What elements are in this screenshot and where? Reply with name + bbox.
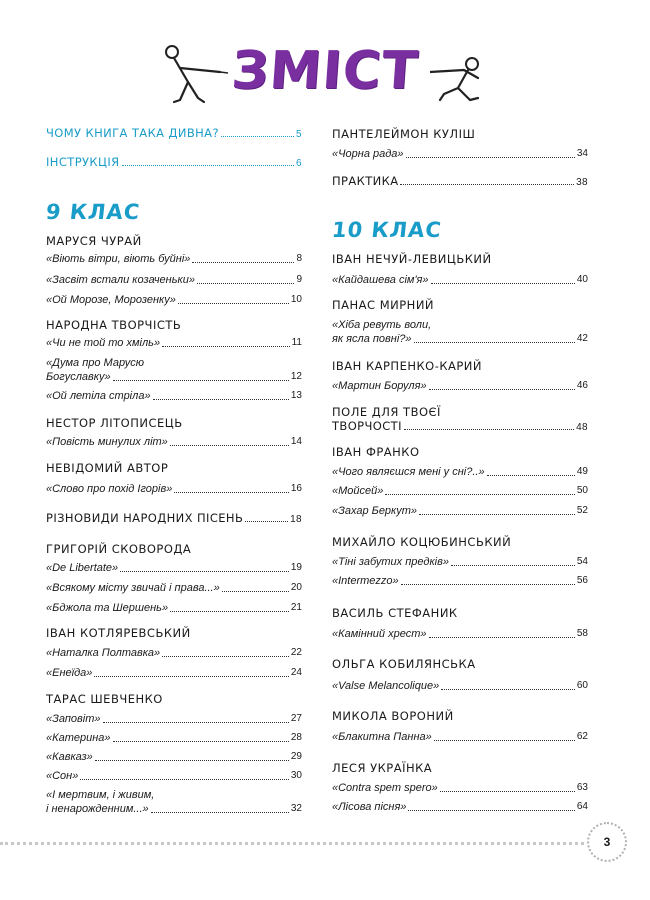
section-heading-grade-10: 10 КЛАС: [330, 218, 444, 242]
toc-entry[interactable]: «Мойсей» 50: [332, 485, 588, 497]
toc-author: НЕВІДОМИЙ АВТОР: [46, 461, 169, 475]
toc-author: ІВАН КАРПЕНКО-КАРИЙ: [332, 359, 483, 373]
toc-entry-title: ІНСТРУКЦІЯ: [46, 155, 120, 169]
toc-entry[interactable]: «Дума про Марусю Богуславку» 12: [46, 357, 302, 383]
toc-entry[interactable]: «Повість минулих літ» 14: [46, 436, 302, 448]
toc-author: ІВАН ФРАНКО: [332, 445, 420, 459]
page-number: 3: [587, 822, 627, 862]
toc-entry[interactable]: «Кайдашева сім'я» 40: [332, 274, 588, 286]
toc-entry[interactable]: «Слово про похід Ігорів» 16: [46, 483, 302, 495]
toc-author: ГРИГОРІЙ СКОВОРОДА: [46, 542, 192, 556]
toc-author: НАРОДНА ТВОРЧІСТЬ: [46, 318, 182, 332]
header: [0, 0, 650, 120]
toc-entry-instruction[interactable]: [46, 155, 302, 169]
toc-author: ТАРАС ШЕВЧЕНКО: [46, 692, 163, 706]
toc-entry[interactable]: «Сон» 30: [46, 770, 302, 782]
toc-entry[interactable]: «Заповіт» 27: [46, 713, 302, 725]
toc-entry[interactable]: «Катерина» 28: [46, 732, 302, 744]
toc-author: ЛЕСЯ УКРАЇНКА: [332, 761, 433, 775]
toc-entry[interactable]: «І мертвим, і живим, і ненарожденним...» 32: [46, 789, 302, 815]
toc-entry[interactable]: «Ой летіла стріла» 13: [46, 390, 302, 402]
toc-entry[interactable]: «Віють вітри, віють буйні» 8: [46, 253, 302, 265]
toc-entry[interactable]: «Камінний хрест» 58: [332, 628, 588, 640]
page-title: ЗМІСТ: [229, 41, 421, 101]
toc-author: МИКОЛА ВОРОНИЙ: [332, 709, 454, 723]
footer-dotted-divider: [0, 842, 584, 845]
toc-author: ІВАН КОТЛЯРЕВСЬКИЙ: [46, 626, 191, 640]
toc-entry-creative-field[interactable]: ПОЛЕ ДЛЯ ТВОЄЇ ТВОРЧОСТІ 48: [332, 405, 588, 433]
toc-entry[interactable]: «Блакитна Панна» 62: [332, 731, 588, 743]
toc-entry[interactable]: «Засвіт встали козаченьки» 9: [46, 274, 302, 286]
toc-author: МИХАЙЛО КОЦЮБИНСЬКИЙ: [332, 535, 512, 549]
toc-page-number: 5: [296, 129, 302, 140]
toc-entry[interactable]: «Contra spem spero» 63: [332, 782, 588, 794]
toc-entry[interactable]: «Хіба ревуть воли, як ясла повні?» 42: [332, 319, 588, 345]
toc-entry[interactable]: «Наталка Полтавка» 22: [46, 647, 302, 659]
toc-entry[interactable]: «Чи не той то хміль» 11: [46, 337, 302, 349]
toc-entry[interactable]: «Чого являєшся мені у сні?..» 49: [332, 466, 588, 478]
toc-entry[interactable]: «Захар Беркут» 52: [332, 505, 588, 517]
toc-page-number: 6: [296, 158, 302, 169]
toc-entry[interactable]: «Енеїда» 24: [46, 667, 302, 679]
toc-entry-title: ЧОМУ КНИГА ТАКА ДИВНА?: [46, 126, 219, 140]
stick-figure-pulling-icon: [430, 42, 500, 112]
toc-entry[interactable]: «Бджола та Шершень» 21: [46, 602, 302, 614]
toc-entry[interactable]: «Кавказ» 29: [46, 751, 302, 763]
toc-author: ОЛЬГА КОБИЛЯНСЬКА: [332, 657, 476, 671]
toc-entry[interactable]: «Ой Морозе, Морозенку» 10: [46, 294, 302, 306]
toc-entry[interactable]: «De Libertate» 19: [46, 562, 302, 574]
section-heading-grade-9: 9 КЛАС: [44, 200, 142, 224]
toc-entry[interactable]: «Мартин Боруля» 46: [332, 380, 588, 392]
toc-entry-song-types[interactable]: РІЗНОВИДИ НАРОДНИХ ПІСЕНЬ 18: [46, 511, 302, 525]
toc-author: ПАНАС МИРНИЙ: [332, 298, 435, 312]
toc-entry-intro-why[interactable]: [46, 126, 302, 140]
toc-entry[interactable]: «Intermezzo» 56: [332, 575, 588, 587]
toc-entry[interactable]: «Valse Melancolique» 60: [332, 680, 588, 692]
toc-entry[interactable]: «Тіні забутих предків» 54: [332, 556, 588, 568]
toc-author: ПАНТЕЛЕЙМОН КУЛІШ: [332, 127, 476, 141]
toc-author: ІВАН НЕЧУЙ-ЛЕВИЦЬКИЙ: [332, 252, 492, 266]
toc-author: НЕСТОР ЛІТОПИСЕЦЬ: [46, 416, 183, 430]
toc-entry[interactable]: «Лісова пісня» 64: [332, 801, 588, 813]
stick-figure-pulling-icon: [158, 42, 228, 112]
toc-author: ВАСИЛЬ СТЕФАНИК: [332, 606, 458, 620]
toc-author: МАРУСЯ ЧУРАЙ: [46, 234, 142, 248]
toc-entry[interactable]: «Чорна рада» 34: [332, 148, 588, 160]
toc-entry[interactable]: «Всякому місту звичай і права...» 20: [46, 582, 302, 594]
toc-entry-practice[interactable]: ПРАКТИКА 38: [332, 174, 588, 188]
